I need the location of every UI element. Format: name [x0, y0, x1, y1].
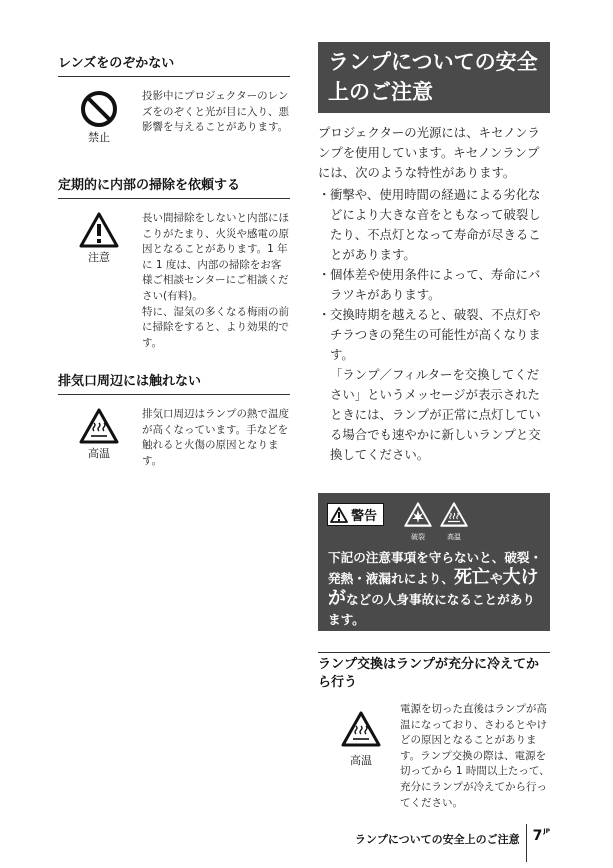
bullet-mark: ・ — [318, 307, 331, 322]
warning-box — [318, 493, 550, 631]
section-no-look-lens — [58, 55, 290, 177]
warning-emphasis: 死亡 — [453, 567, 490, 588]
footer-divider — [526, 824, 527, 862]
warning-badge — [327, 503, 384, 526]
bullet-mark: ・ — [318, 267, 331, 282]
high-temperature-icon — [78, 407, 120, 445]
section-exhaust-vent — [58, 373, 290, 469]
list-item — [318, 305, 550, 465]
list-item-text: 衝撃や、使用時間の経過による劣化などにより大きな音をともなって破裂したり、不点灯となって寿命が尽きることがあります。 — [330, 187, 541, 262]
section-text — [400, 702, 550, 811]
rupture-icon — [403, 501, 433, 528]
section-heading: 排気口周辺には触れない — [58, 373, 290, 395]
list-item-text: 交換時期を越えると、破裂、不点灯やチラつきの発生の可能性が高くなります。 — [330, 307, 541, 362]
paragraph: 長い間掃除をしないと内部にほこりがたまり、火災や感電の原因となることがあります。1 年に 1 度は、内部の掃除をお客様ご相談センターにご相談ください(有料)。 — [142, 212, 289, 302]
symbol-caption: 高温 — [447, 533, 461, 541]
symbol-label: 注意 — [88, 251, 110, 264]
symbol-caption: 破裂 — [411, 533, 425, 541]
section-body — [58, 407, 290, 469]
warning-text-part: 下記の注意事項を守らないと、破裂・発熱・液漏れにより、 — [328, 550, 543, 586]
section-internal-cleaning — [58, 177, 290, 373]
high-temperature-icon — [340, 710, 382, 748]
paragraph: 電源を切った直後はランプが高温になっており、さわるとやけどの原因となることがあります。ランプ交換の際は、電源を切ってから 1 時間以上たって、充分にランプが冷えてから行ってください。 — [400, 703, 550, 809]
page-title: ランプについての安全上のご注意 — [318, 42, 550, 113]
prohibition-icon — [79, 89, 119, 129]
section-body — [58, 89, 290, 144]
prohibition-symbol — [76, 89, 122, 144]
warning-text — [328, 548, 543, 630]
page-suffix: JP — [543, 828, 550, 835]
high-temperature-symbol — [76, 407, 122, 460]
section-heading: ランプ交換はランプが充分に冷えてから行う — [318, 652, 550, 692]
page-footer — [355, 824, 550, 864]
section-text — [142, 89, 290, 136]
section-lamp-replacement — [318, 652, 550, 811]
left-column — [58, 55, 290, 469]
symbol-label: 禁止 — [88, 131, 110, 144]
symbol-label: 高温 — [350, 754, 372, 767]
caution-icon — [78, 211, 120, 249]
high-temperature-symbol — [438, 501, 470, 541]
list-item-text: 個体差や使用条件によって、寿命にバラツキがあります。 — [330, 267, 541, 302]
page-number — [533, 828, 550, 844]
paragraph: 投影中にプロジェクターのレンズをのぞくと光が目に入り、悪影響を与えることがあります。 — [142, 90, 289, 134]
paragraph: 排気口周辺はランプの熱で温度が高くなっています。手などを触れると火傷の原因となります。 — [142, 408, 289, 467]
warning-text-part: や — [489, 571, 503, 586]
warning-emphasis: 大けが — [328, 567, 539, 609]
caution-symbol — [76, 211, 122, 264]
paragraph: 特に、湿気の多くなる梅雨の前に掃除をすると、より効果的です。 — [142, 305, 289, 349]
lamp-characteristics-list — [318, 185, 550, 465]
section-heading: 定期的に内部の掃除を依頼する — [58, 177, 290, 199]
high-temperature-symbol — [338, 710, 384, 767]
list-item — [318, 265, 550, 305]
intro-paragraph: プロジェクターの光源には、キセノンランプを使用しています。キセノンランプには、次のような特性があります。 — [318, 125, 540, 180]
warning-badge-label: 警告 — [351, 509, 378, 524]
symbol-label: 高温 — [88, 447, 110, 460]
section-body — [318, 702, 550, 811]
section-heading: レンズをのぞかない — [58, 55, 290, 77]
page-number-value: 7 — [532, 828, 543, 844]
section-text — [142, 407, 290, 469]
warning-text-part: などの人身事故になることがあります。 — [328, 592, 535, 627]
high-temperature-icon — [439, 501, 469, 528]
bullet-mark: ・ — [318, 187, 331, 202]
footer-title: ランプについての安全上のご注意 — [354, 833, 520, 846]
warning-triangle-icon — [330, 507, 348, 523]
section-text — [142, 211, 290, 351]
section-body — [58, 211, 290, 351]
right-column — [318, 42, 550, 465]
list-item-text: 「ランプ／フィルターを交換してください」というメッセージが表示されたときには、ランプが正常に点灯している場合でも速やかに新しいランプと交換してください。 — [330, 367, 541, 462]
list-item — [318, 185, 550, 265]
rupture-symbol — [402, 501, 434, 541]
